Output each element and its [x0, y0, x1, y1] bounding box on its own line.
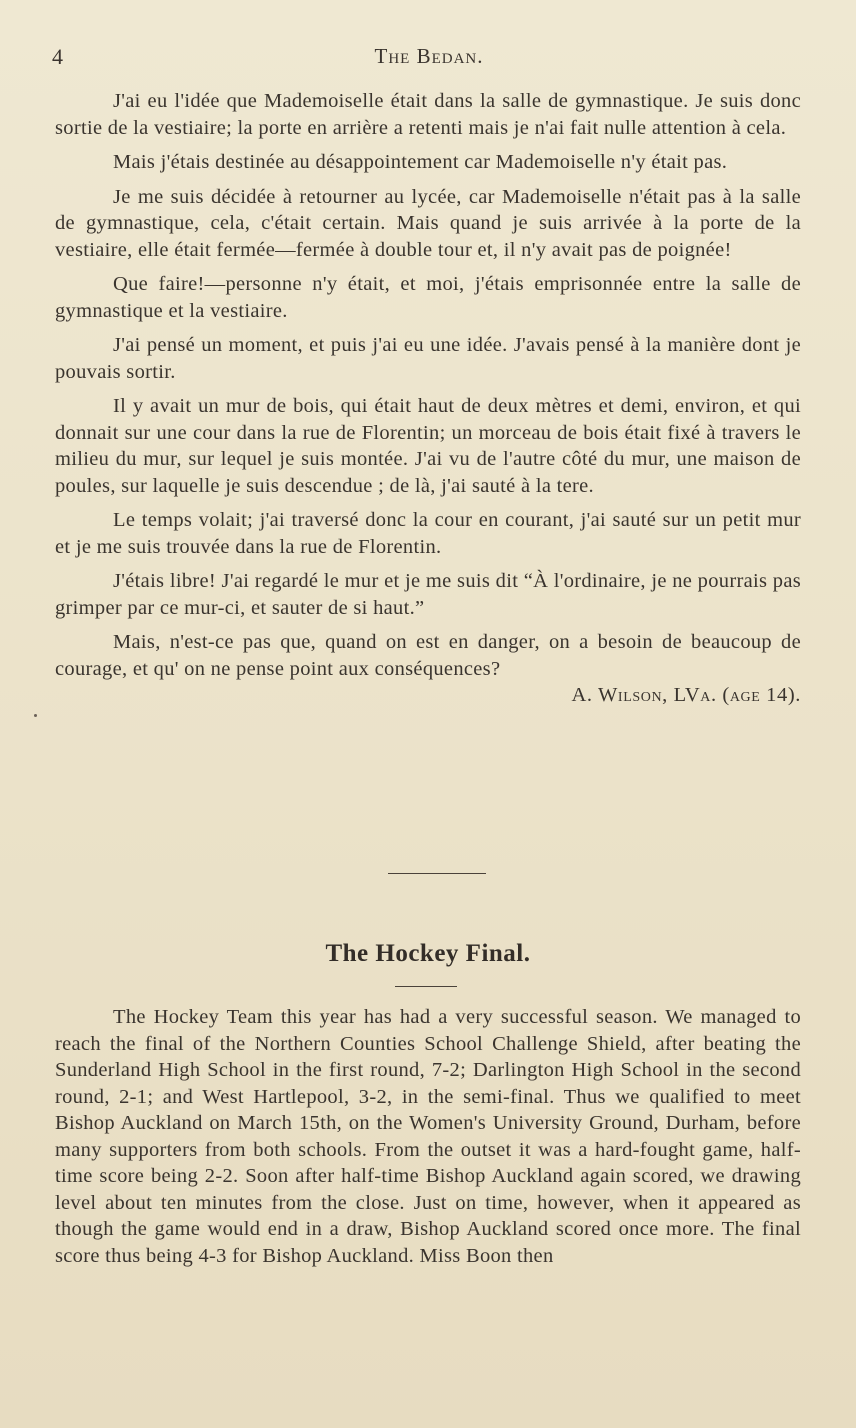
letter-paragraph: Le temps volait; j'ai traversé donc la cour en courant, j'ai sauté sur un petit mur et je me suis trouvée dans la rue de Florentin. — [55, 509, 801, 558]
section-heading: The Hockey Final. — [325, 940, 531, 967]
letter-body — [55, 88, 801, 708]
letter-paragraph: Mais j'étais destinée au désappointement car Mademoiselle n'y était pas. — [113, 151, 728, 173]
letter-paragraph: J'ai pensé un moment, et puis j'ai eu une idée. J'avais pensé à la manière dont je pouvais sortir. — [55, 334, 801, 383]
letter-paragraph: Que faire!—personne n'y était, et moi, j'étais emprisonnée entre la salle de gymnastique et la vestiaire. — [55, 273, 801, 322]
author-signature: A. Wilson, LVa. (age 14). — [571, 684, 801, 706]
letter-paragraph: Je me suis décidée à retourner au lycée, car Mademoiselle n'était pas à la salle de gymnastique, cela, c'était certain. Mais quand je suis arrivée à la porte de la vestiaire, elle était fermée—fermée à double tour et, il n'y avait pas de poignée! — [55, 185, 801, 261]
margin-speck — [34, 714, 37, 717]
page-header — [52, 44, 806, 76]
hockey-body — [55, 1004, 801, 1277]
page-number: 4 — [52, 44, 63, 69]
letter-paragraph: J'ai eu l'idée que Mademoiselle était dans la salle de gymnastique. Je suis donc sortie de la vestiaire; la porte en arrière a retenti mais je n'ai fait nulle attention à cela. — [55, 90, 801, 139]
letter-paragraph: J'étais libre! J'ai regardé le mur et je me suis dit “À l'ordinaire, je ne pourrais pas grimper par ce mur-ci, et sauter de si haut.” — [55, 570, 801, 619]
section-divider — [388, 873, 486, 874]
letter-paragraph: Il y avait un mur de bois, qui était haut de deux mètres et demi, environ, et qui donnait sur une cour dans la rue de Florentin; un morceau de bois était fixé à travers le milieu du mur, sur lequel je suis montée. J'ai vu de l'autre côté du mur, une maison de poules, sur laquelle je suis descendue ; de là, j'ai sauté à la tere. — [55, 395, 801, 497]
running-title: The Bedan. — [374, 44, 484, 68]
hockey-paragraph: The Hockey Team this year has had a very successful season. We managed to reach the final of the Northern Counties School Challenge Shield, after beating the Sunderland High School in the first round, 7-2; Darlington High School in the second round, 2-1; and West Hartlepool, 3-2, in the semi-final. Thus we qualified to meet Bishop Auckland on March 15th, on the Women's University Ground, Durham, before many supporters from both schools. From the outset it was a hard-fought game, half-time score being 2-2. Soon after half-time Bishop Auckland again scored, we drawing level about ten minutes from the close. Just on time, however, when it appeared as though the game would end in a draw, Bishop Auckland scored once more. The final score thus being 4-3 for Bishop Auckland. Miss Boon then — [55, 1006, 801, 1267]
heading-underline — [395, 986, 457, 987]
letter-paragraph: Mais, n'est-ce pas que, quand on est en danger, on a besoin de beaucoup de courage, et qu' on ne pense point aux conséquences? — [55, 631, 801, 680]
